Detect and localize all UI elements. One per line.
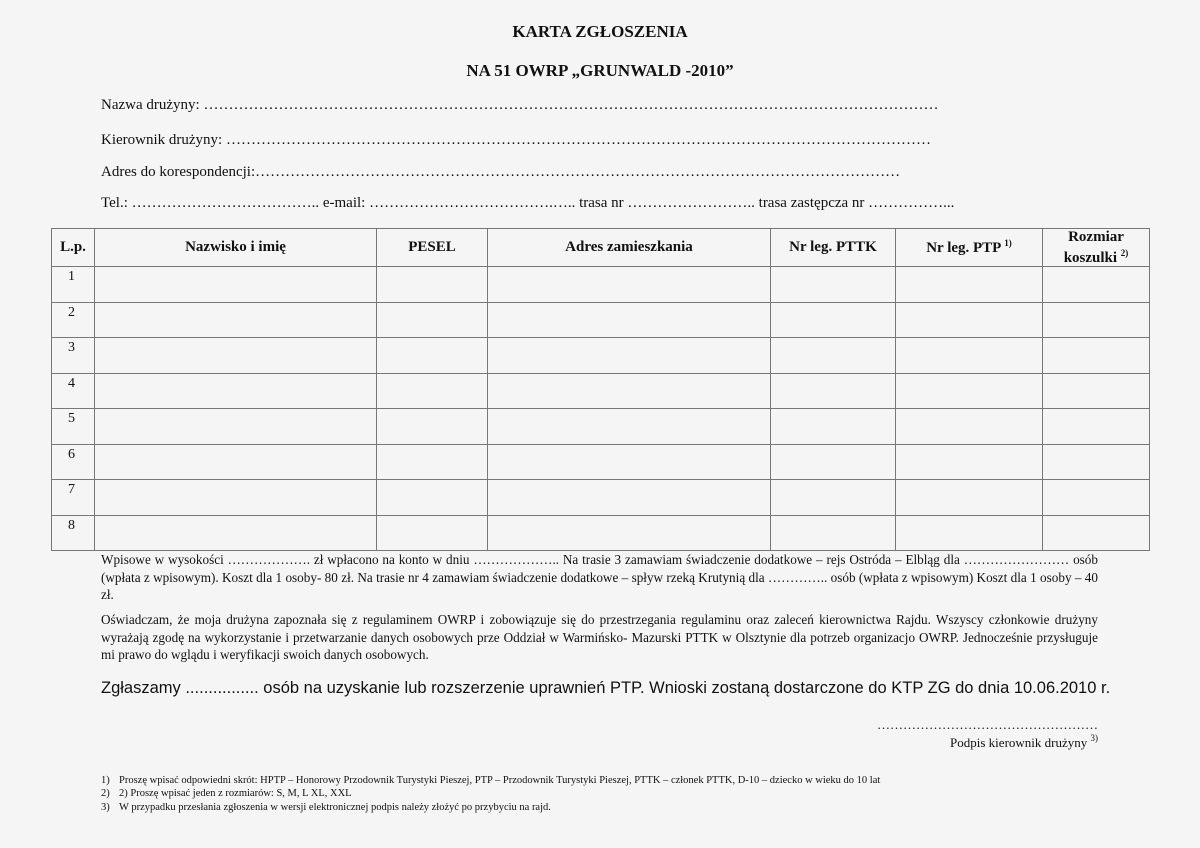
cell-shirt-size[interactable] (1043, 409, 1150, 445)
ptp-declaration: Zgłaszamy ................ osób na uzyskanie lub rozszerzenie uprawnień PTP. Wnioski zostaną dostarczone do KTP ZG do dnia 10.06.2010 r. (101, 679, 1111, 697)
participants-table (51, 228, 1150, 551)
cell-name[interactable] (95, 267, 377, 303)
cell-shirt-size[interactable] (1043, 302, 1150, 338)
header-ptp (896, 229, 1043, 267)
contact-field[interactable]: Tel.: ……………………………….. e-mail: ……………………………….….. trasa nr …………………….. trasa zastępcza nr ……………... (101, 195, 955, 211)
header-size-line1: Rozmiar (1068, 229, 1124, 245)
footnote-number: 2) (101, 788, 110, 799)
header-lp: L.p. (52, 229, 95, 267)
cell-name[interactable] (95, 338, 377, 374)
row-number: 1 (52, 267, 95, 303)
correspondence-address-field[interactable]: Adres do korespondencji:………………………………………………………………………………………………………………… (101, 164, 901, 180)
row-number: 3 (52, 338, 95, 374)
cell-address[interactable] (488, 444, 771, 480)
table-header-row (52, 229, 1150, 267)
footnote-ref-1: 1) (1004, 238, 1012, 248)
row-number: 5 (52, 409, 95, 445)
cell-ptp[interactable] (896, 480, 1043, 516)
cell-pesel[interactable] (377, 409, 488, 445)
footnote-ref-2: 2) (1120, 248, 1129, 258)
header-ptp-label: Nr leg. PTP (926, 240, 1001, 256)
cell-address[interactable] (488, 338, 771, 374)
cell-name[interactable] (95, 480, 377, 516)
footnote (101, 788, 352, 799)
cell-name[interactable] (95, 409, 377, 445)
footnote-ref-3: 3) (1090, 733, 1098, 743)
form-subtitle: NA 51 OWRP „GRUNWALD -2010” (466, 61, 734, 80)
cell-name[interactable] (95, 373, 377, 409)
row-number: 8 (52, 515, 95, 551)
table-row (52, 373, 1150, 409)
signature-label-text: Podpis kierownik drużyny (950, 735, 1088, 750)
cell-pttk[interactable] (771, 409, 896, 445)
cell-shirt-size[interactable] (1043, 515, 1150, 551)
cell-address[interactable] (488, 409, 771, 445)
cell-pttk[interactable] (771, 267, 896, 303)
cell-pesel[interactable] (377, 373, 488, 409)
cell-name[interactable] (95, 444, 377, 480)
cell-shirt-size[interactable] (1043, 444, 1150, 480)
cell-address[interactable] (488, 302, 771, 338)
cell-pesel[interactable] (377, 338, 488, 374)
cell-name[interactable] (95, 515, 377, 551)
cell-shirt-size[interactable] (1043, 267, 1150, 303)
row-number: 7 (52, 480, 95, 516)
table-row (52, 267, 1150, 303)
consent-paragraph: Oświadczam, że moja drużyna zapoznała się z regulaminem OWRP i zobowiązuje się do przestrzegania regulaminu oraz zaleceń kierownictwa Rajdu. Wszyscy członkowie drużyny wyrażają zgodę na wykorzystanie i przetwarzanie danych osobowych prze Oddział w Warmińsko- Mazurski PTTK w Olsztynie dla potrzeb organizacjo OWRP. Jednocześnie przysługuje mi prawo do wglądu i weryfikacji swoich danych osobowych. (101, 612, 1098, 662)
cell-pttk[interactable] (771, 444, 896, 480)
payment-paragraph: Wpisowe w wysokości ………………. zł wpłacono na konto w dniu ……………….. Na trasie 3 zamawiam świadczenie dodatkowe – rejs Ostróda – Elbląg dla …………………… osób (wpłata z wpisowym). Koszt dla 1 osoby- 80 zł. Na trasie nr 4 zamawiam świadczenie dodatkowe – spływ rzeką Krutynią dla ………….. osób (wpłata z wpisowym) Koszt dla 1 osoby – 40 zł. (101, 552, 1098, 602)
cell-ptp[interactable] (896, 267, 1043, 303)
footnote-number: 3) (101, 802, 110, 813)
footnote-number: 1) (101, 775, 110, 786)
footnote (101, 802, 551, 813)
table-row (52, 338, 1150, 374)
footnote-text: Proszę wpisać odpowiedni skrót: HPTP – Honorowy Przodownik Turystyki Pieszej, PTP – Przodownik Turystyki Pieszej, PTTK – członek PTTK, D-10 – dziecko w wieku do 10 lat (119, 775, 881, 786)
cell-ptp[interactable] (896, 302, 1043, 338)
header-name: Nazwisko i imię (95, 229, 377, 267)
table-row (52, 302, 1150, 338)
cell-ptp[interactable] (896, 409, 1043, 445)
cell-pttk[interactable] (771, 373, 896, 409)
signature-line[interactable]: …………………………………………… (877, 717, 1098, 732)
cell-pesel[interactable] (377, 267, 488, 303)
cell-ptp[interactable] (896, 338, 1043, 374)
team-name-field[interactable]: Nazwa drużyny: ………………………………………………………………………………………………………………………………… (101, 97, 939, 113)
cell-pesel[interactable] (377, 302, 488, 338)
header-pttk: Nr leg. PTTK (771, 229, 896, 267)
table-row (52, 480, 1150, 516)
cell-ptp[interactable] (896, 373, 1043, 409)
form-title: KARTA ZGŁOSZENIA (512, 22, 688, 41)
cell-ptp[interactable] (896, 444, 1043, 480)
cell-address[interactable] (488, 267, 771, 303)
header-pesel: PESEL (377, 229, 488, 267)
cell-shirt-size[interactable] (1043, 338, 1150, 374)
cell-address[interactable] (488, 480, 771, 516)
footnote-text: W przypadku przesłania zgłoszenia w wersji elektronicznej podpis należy złożyć po przybyciu na rajd. (119, 802, 551, 813)
cell-address[interactable] (488, 373, 771, 409)
cell-shirt-size[interactable] (1043, 480, 1150, 516)
header-shirt-size (1043, 229, 1150, 267)
table-row (52, 515, 1150, 551)
table-row (52, 444, 1150, 480)
cell-ptp[interactable] (896, 515, 1043, 551)
cell-shirt-size[interactable] (1043, 373, 1150, 409)
header-address: Adres zamieszkania (488, 229, 771, 267)
row-number: 2 (52, 302, 95, 338)
team-leader-field[interactable]: Kierownik drużyny: …………………………………………………………………………………………………………………………… (101, 132, 931, 148)
row-number: 6 (52, 444, 95, 480)
cell-pesel[interactable] (377, 480, 488, 516)
cell-pesel[interactable] (377, 515, 488, 551)
table-row (52, 409, 1150, 445)
footnote (101, 775, 880, 786)
cell-pttk[interactable] (771, 480, 896, 516)
footnote-text: 2) Proszę wpisać jeden z rozmiarów: S, M, L XL, XXL (119, 788, 352, 799)
header-size-line2: koszulki (1063, 250, 1118, 266)
row-number: 4 (52, 373, 95, 409)
signature-label (950, 733, 1098, 751)
cell-name[interactable] (95, 302, 377, 338)
cell-pttk[interactable] (771, 302, 896, 338)
cell-pttk[interactable] (771, 515, 896, 551)
cell-pesel[interactable] (377, 444, 488, 480)
cell-address[interactable] (488, 515, 771, 551)
cell-pttk[interactable] (771, 338, 896, 374)
